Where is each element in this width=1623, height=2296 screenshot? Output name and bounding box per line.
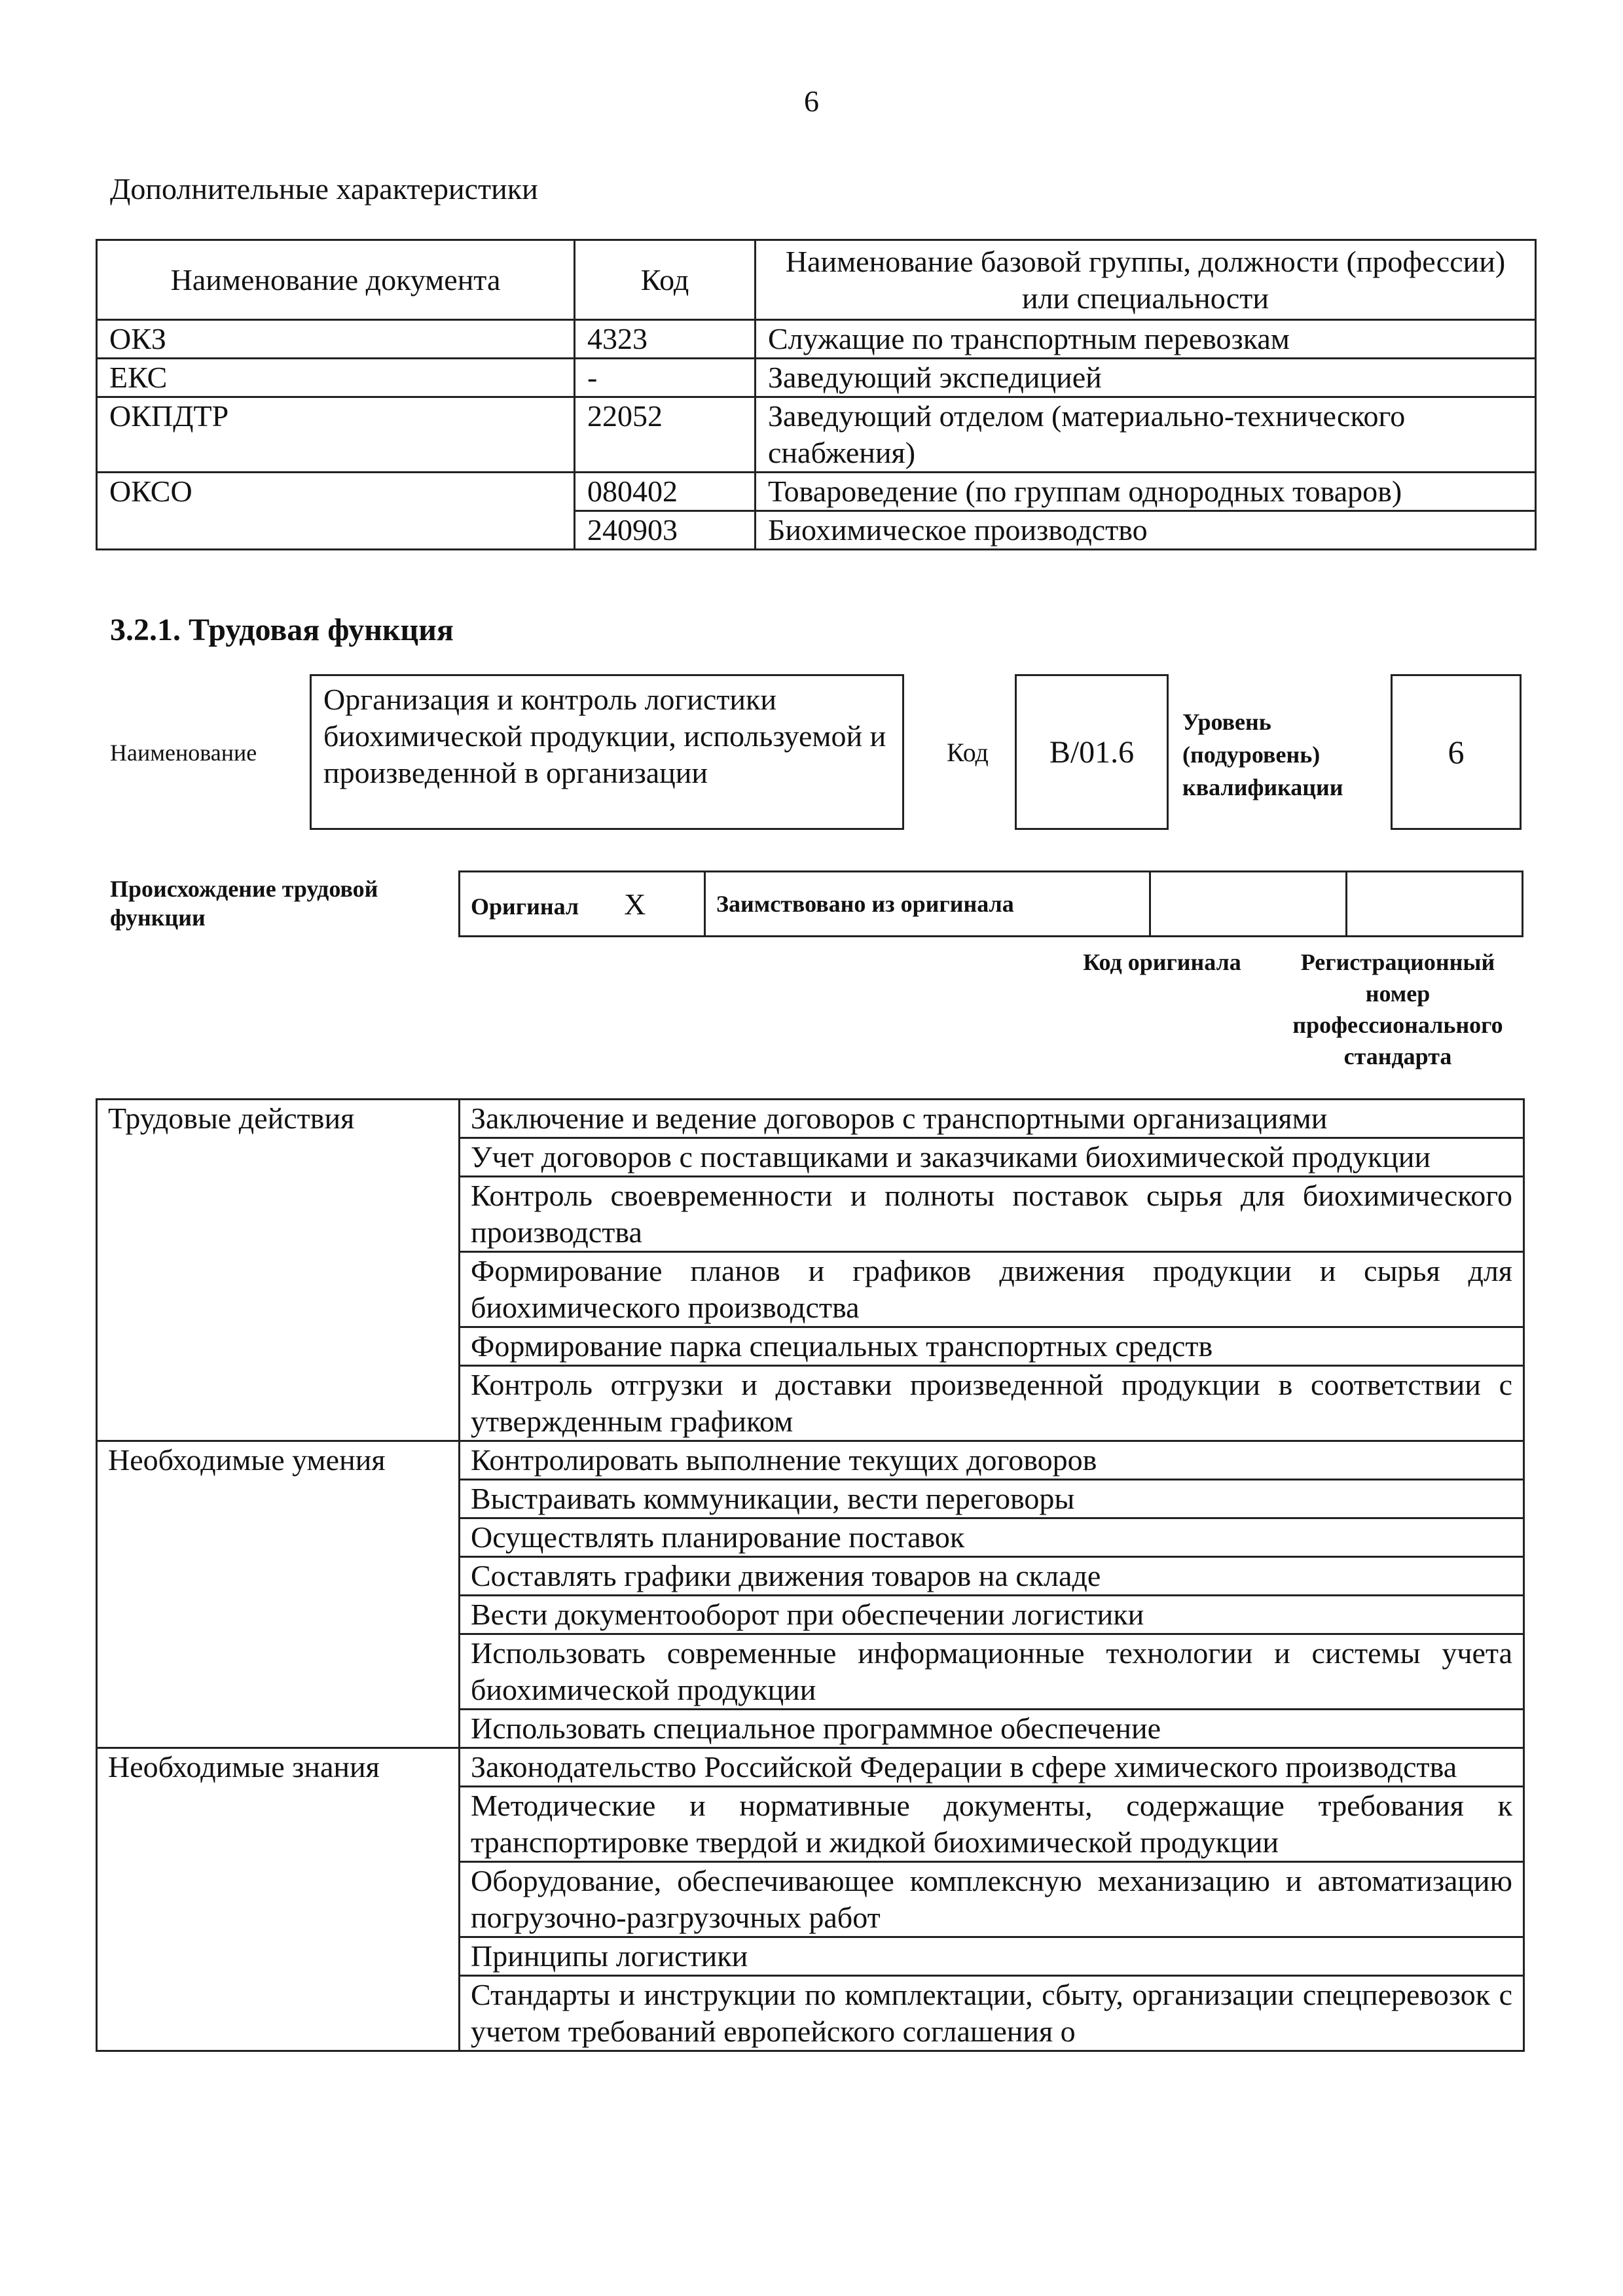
origin-table (458, 870, 1523, 937)
table-row (97, 1976, 1524, 2051)
reg-number-caption: Регистрационный номер профессионального стандарта (1292, 949, 1503, 1069)
original-cell (460, 872, 705, 937)
borrowed-cell: Заимствовано из оригинала (705, 872, 1150, 937)
action-item: Контроль отгрузки и доставки произведенной продукции в соответствии с утвержденным графиком (460, 1366, 1524, 1441)
table-row (97, 1177, 1524, 1252)
doc-cell: ОКСО (97, 473, 575, 511)
action-item: Формирование парка специальных транспортных средств (460, 1327, 1524, 1366)
table-row (97, 1787, 1524, 1862)
knowledge-item: Стандарты и инструкции по комплектации, сбыту, организации спецперевозок с учетом требований европейского соглашения о (460, 1976, 1524, 2051)
doc-cell: ОКПДТР (97, 397, 575, 473)
original-mark: X (624, 887, 646, 921)
header-code: Код (575, 240, 756, 320)
name-cell: Заведующий отделом (материально-технического снабжения) (756, 397, 1536, 473)
skill-item: Вести документооборот при обеспечении логистики (460, 1596, 1524, 1634)
skill-item: Выстраивать коммуникации, вести переговоры (460, 1480, 1524, 1518)
table-row (97, 397, 1536, 473)
code-cell: 4323 (575, 320, 756, 359)
table-row (97, 1557, 1524, 1596)
table-row (97, 1748, 1524, 1787)
table-row (97, 511, 1536, 550)
table-row (97, 1596, 1524, 1634)
knowledge-label: Необходимые знания (97, 1748, 460, 1787)
knowledge-item: Принципы логистики (460, 1937, 1524, 1976)
name-cell: Биохимическое производство (756, 511, 1536, 550)
table-row (97, 1100, 1524, 1138)
header-name: Наименование базовой группы, должности (профессии) или специальности (756, 240, 1536, 320)
function-code-box: B/01.6 (1015, 674, 1169, 830)
name-cell: Заведующий экспедицией (756, 359, 1536, 397)
doc-cell: ОКЗ (97, 320, 575, 359)
table-row (97, 1518, 1524, 1557)
table-row (97, 1366, 1524, 1441)
orig-code-cell (1150, 872, 1347, 937)
table-row (97, 1862, 1524, 1937)
reg-number-cell (1347, 872, 1523, 937)
table-row (97, 1710, 1524, 1748)
page-number: 6 (804, 84, 819, 118)
doc-cell: ЕКС (97, 359, 575, 397)
level-label: Уровень (подуровень) квалификации (1182, 709, 1343, 800)
table-row (97, 1252, 1524, 1327)
function-name-box: Организация и контроль логистики биохимической продукции, используемой и произведенной в организации (310, 674, 904, 830)
skills-label: Необходимые умения (97, 1441, 460, 1480)
table-row (97, 1480, 1524, 1518)
name-label: Наименование (110, 740, 257, 766)
origin-label: Происхождение трудовой функции (110, 876, 378, 931)
original-label: Оригинал (471, 893, 579, 920)
level-box: 6 (1391, 674, 1522, 830)
action-item: Учет договоров с поставщиками и заказчиками биохимической продукции (460, 1138, 1524, 1177)
table-header-row (97, 240, 1536, 320)
code-cell: - (575, 359, 756, 397)
actions-label: Трудовые действия (97, 1100, 460, 1138)
knowledge-item: Оборудование, обеспечивающее комплексную механизацию и автоматизацию погрузочно-разгрузочных работ (460, 1862, 1524, 1937)
orig-code-caption: Код оригинала (1083, 949, 1241, 975)
additional-characteristics-title: Дополнительные характеристики (110, 172, 538, 206)
action-item: Формирование планов и графиков движения продукции и сырья для биохимического производства (460, 1252, 1524, 1327)
code-cell: 22052 (575, 397, 756, 473)
table-row (97, 1937, 1524, 1976)
knowledge-item: Законодательство Российской Федерации в сфере химического производства (460, 1748, 1524, 1787)
section-title: 3.2.1. Трудовая функция (110, 613, 454, 647)
header-doc: Наименование документа (97, 240, 575, 320)
table-row (97, 1327, 1524, 1366)
code-cell: 080402 (575, 473, 756, 511)
doc-cell (97, 511, 575, 550)
name-cell: Служащие по транспортным перевозкам (756, 320, 1536, 359)
table-row (97, 320, 1536, 359)
table-row (97, 1138, 1524, 1177)
table-row (97, 359, 1536, 397)
skill-item: Использовать современные информационные технологии и системы учета биохимической продукции (460, 1634, 1524, 1710)
code-label: Код (947, 738, 989, 767)
knowledge-item: Методические и нормативные документы, содержащие требования к транспортировке твердой и жидкой биохимической продукции (460, 1787, 1524, 1862)
table-row (97, 1441, 1524, 1480)
skill-item: Составлять графики движения товаров на складе (460, 1557, 1524, 1596)
additional-characteristics-table (96, 239, 1537, 550)
skill-item: Осуществлять планирование поставок (460, 1518, 1524, 1557)
skill-item: Контролировать выполнение текущих договоров (460, 1441, 1524, 1480)
labor-function-table (96, 1098, 1525, 2052)
action-item: Контроль своевременности и полноты поставок сырья для биохимического производства (460, 1177, 1524, 1252)
skill-item: Использовать специальное программное обеспечение (460, 1710, 1524, 1748)
code-cell: 240903 (575, 511, 756, 550)
table-row (97, 1634, 1524, 1710)
name-cell: Товароведение (по группам однородных товаров) (756, 473, 1536, 511)
table-row (97, 473, 1536, 511)
action-item: Заключение и ведение договоров с транспортными организациями (460, 1100, 1524, 1138)
